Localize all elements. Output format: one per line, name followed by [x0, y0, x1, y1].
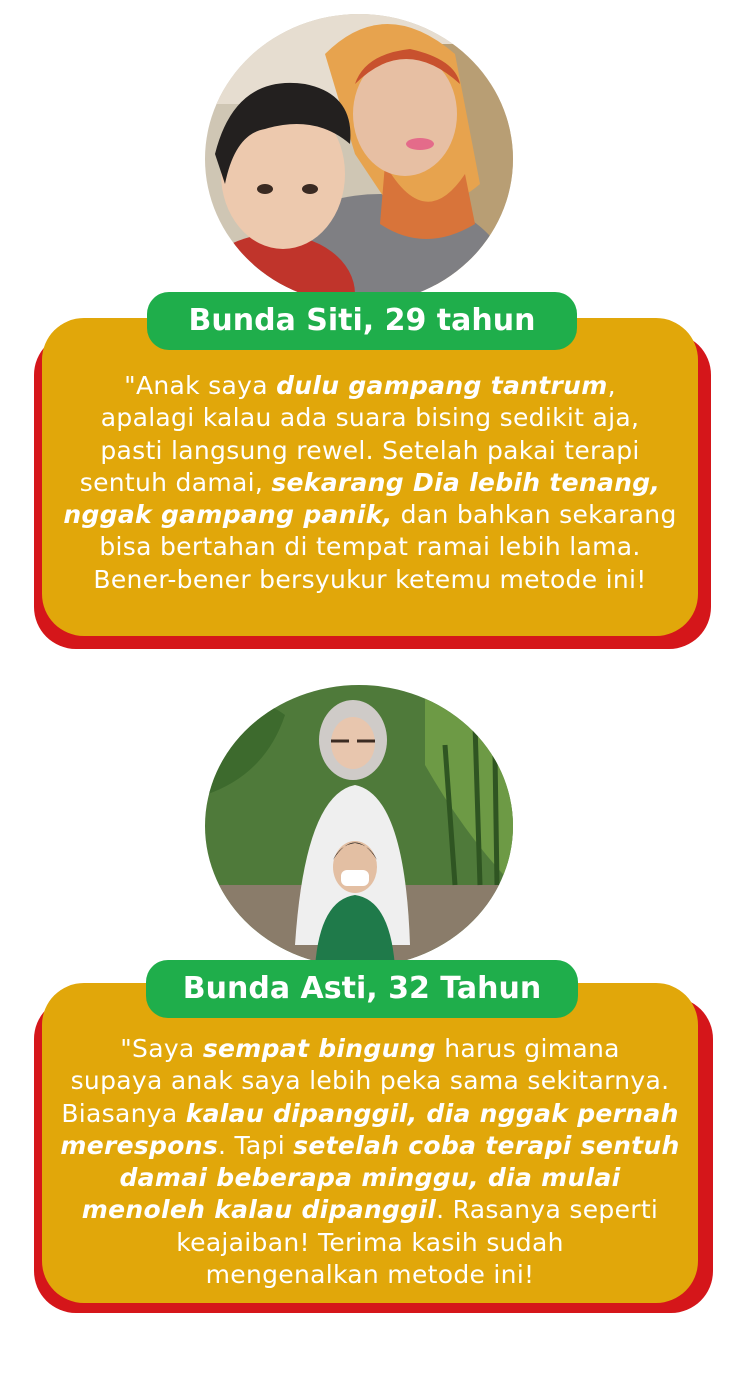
quote-line — [42, 1098, 698, 1130]
quote-emphasis: sekarang Dia lebih tenang, — [271, 467, 661, 497]
quote-line — [42, 1033, 698, 1065]
quote-text: harus gimana — [435, 1034, 620, 1063]
quote-line — [42, 564, 698, 596]
quote-emphasis: menoleh kalau dipanggil — [81, 1195, 437, 1225]
testimonial-quote — [42, 370, 698, 596]
quote-line — [42, 1130, 698, 1162]
quote-text: mengenalkan metode ini! — [205, 1260, 535, 1290]
quote-text: . Tapi — [218, 1130, 294, 1160]
quote-text: sentuh damai, — [79, 467, 272, 497]
quote-text: Biasanya — [61, 1098, 186, 1128]
quote-text: pasti langsung rewel. Setelah pakai terapi — [100, 435, 640, 465]
name-label: Bunda Asti, 32 Tahun — [182, 971, 542, 1006]
name-badge — [147, 292, 577, 350]
quote-line — [42, 499, 698, 531]
quote-line — [42, 435, 698, 467]
quote-text: "Anak saya — [124, 371, 277, 400]
quote-line — [42, 467, 698, 499]
quote-line — [42, 370, 698, 402]
quote-line — [42, 1194, 698, 1226]
quote-text: keajaiban! Terima kasih sudah — [176, 1227, 564, 1257]
quote-text: "Saya — [120, 1034, 203, 1063]
quote-line — [42, 402, 698, 434]
quote-text: supaya anak saya lebih peka sama sekitarnya. — [70, 1066, 670, 1096]
mother-and-daughter-photo — [205, 685, 513, 967]
quote-emphasis: damai beberapa minggu, dia mulai — [119, 1163, 621, 1193]
quote-line — [42, 1227, 698, 1259]
quote-emphasis: sempat bingung — [202, 1034, 436, 1063]
mother-and-son-photo — [205, 14, 513, 304]
quote-emphasis: nggak gampang panik, — [63, 500, 393, 530]
quote-emphasis: setelah coba terapi sentuh — [293, 1130, 680, 1160]
testimonial-card — [42, 983, 698, 1303]
quote-emphasis: kalau dipanggil, dia nggak pernah — [185, 1098, 679, 1128]
quote-emphasis: dulu gampang tantrum — [276, 371, 608, 400]
quote-text: dan bahkan sekarang — [392, 500, 677, 530]
quote-line — [42, 531, 698, 563]
quote-line — [42, 1259, 698, 1291]
testimonial-quote — [42, 1033, 698, 1291]
quote-line — [42, 1065, 698, 1097]
testimonial-card — [42, 318, 698, 636]
name-badge — [146, 960, 578, 1018]
quote-text: , — [607, 371, 616, 400]
quote-text: apalagi kalau ada suara bising sedikit aja, — [100, 403, 640, 433]
quote-text: bisa bertahan di tempat ramai lebih lama. — [99, 532, 641, 562]
quote-text: . Rasanya seperti — [436, 1195, 659, 1225]
name-label: Bunda Siti, 29 tahun — [188, 303, 536, 338]
quote-text: Bener-bener bersyukur ketemu metode ini! — [93, 564, 647, 594]
quote-line — [42, 1162, 698, 1194]
quote-emphasis: merespons — [60, 1130, 218, 1160]
